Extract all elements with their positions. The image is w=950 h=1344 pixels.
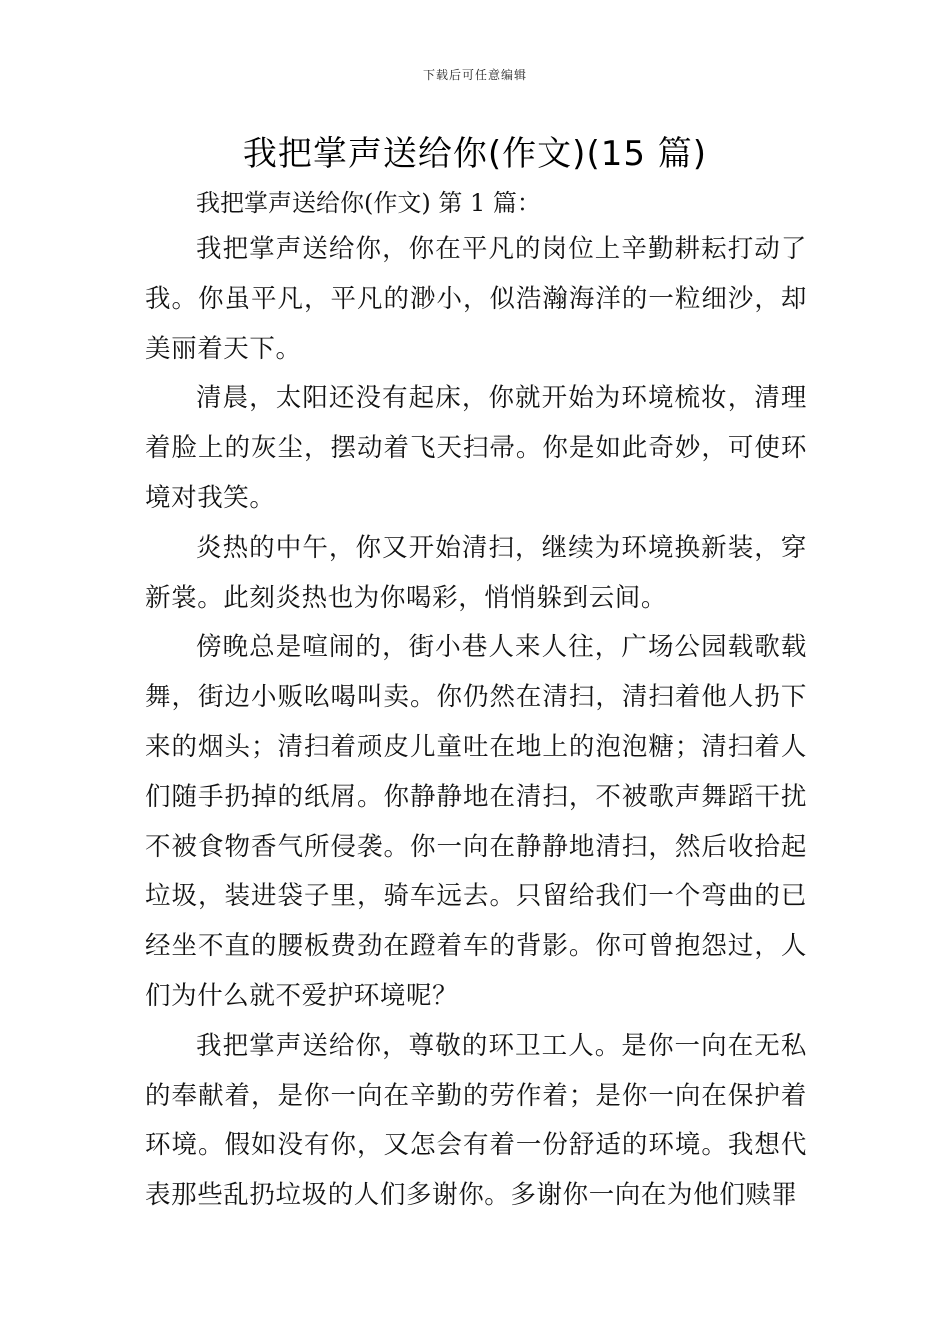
paragraph-2: 清晨，太阳还没有起床，你就开始为环境梳妆，清理着脸上的灰尘，摆动着飞天扫帚。你是如此奇妙，可使环境对我笑。 xyxy=(145,383,807,513)
header-note: 下载后可任意编辑 xyxy=(422,68,527,82)
article-subtitle: 我把掌声送给你(作文) 第 1 篇： xyxy=(196,189,541,217)
paragraph-1: 我把掌声送给你，你在平凡的岗位上辛勤耕耘打动了我。你虽平凡，平凡的渺小，似浩瀚海洋的一粒细沙，却美丽着天下。 xyxy=(145,234,807,364)
paragraph-4: 傍晚总是喧闹的，街小巷人来人往，广场公园载歌载舞，街边小贩吆喝叫卖。你仍然在清扫，清扫着他人扔下来的烟头；清扫着顽皮儿童吐在地上的泡泡糖；清扫着人们随手扔掉的纸屑。你静静地在清扫，不被歌声舞蹈干扰不被食物香气所侵袭。你一向在静静地清扫，然后收拾起垃圾，装进袋子里，骑车远去。只留给我们一个弯曲的已经坐不直的腰板费劲在蹬着车的背影。你可曾抱怨过，人们为什么就不爱护环境呢？ xyxy=(145,632,807,1011)
paragraph-3: 炎热的中午，你又开始清扫，继续为环境换新装，穿新裳。此刻炎热也为你喝彩，悄悄躲到云间。 xyxy=(145,532,807,613)
paragraph-5: 我把掌声送给你，尊敬的环卫工人。是你一向在无私的奉献着，是你一向在辛勤的劳作着；是你一向在保护着环境。假如没有你，又怎会有着一份舒适的环境。我想代表那些乱扔垃圾的人们多谢你。多谢你一向在为他们赎罪 xyxy=(145,1030,807,1211)
article-body xyxy=(145,225,807,1221)
page-title: 我把掌声送给你(作文)(15 篇) xyxy=(242,134,708,174)
